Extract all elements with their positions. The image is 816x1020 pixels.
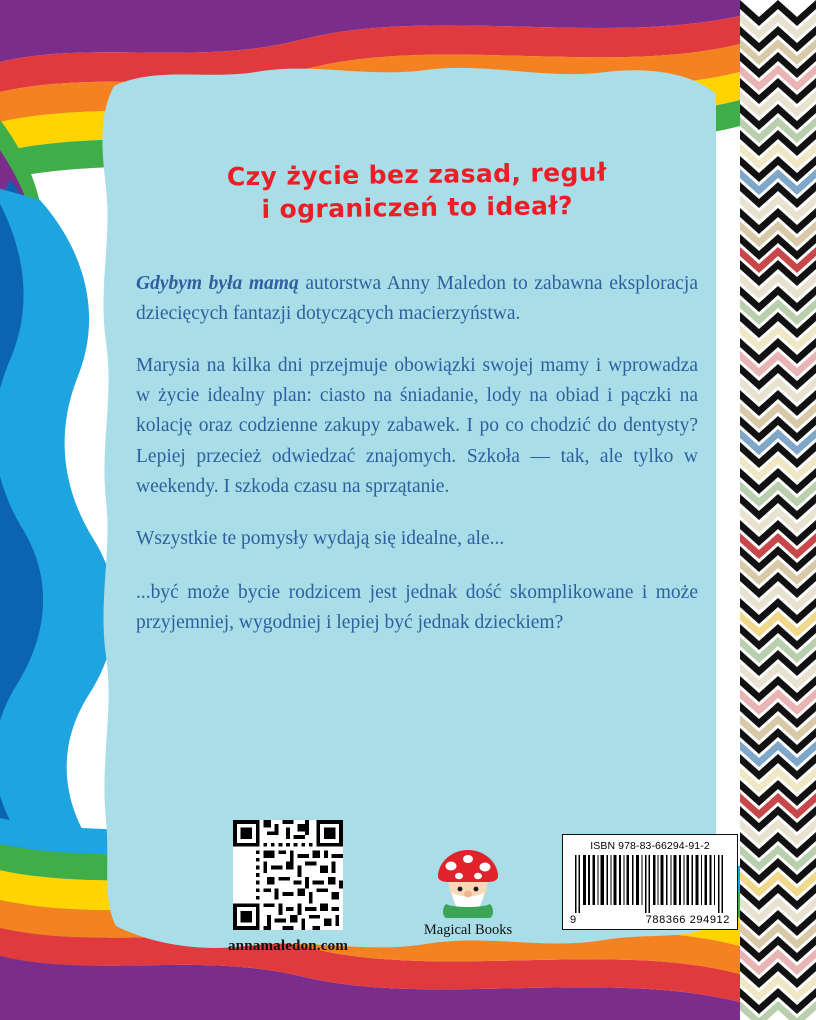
paragraph-4: ...być może bycie rodzicem jest jednak dość skomplikowane i może przyjemniej, wygodniej i lepiej być jednak dzieckiem? (136, 582, 698, 634)
isbn-label: ISBN 978-83-66294-91-2 (590, 840, 710, 852)
barcode-bars (569, 855, 731, 913)
qr-code-icon[interactable] (233, 820, 343, 930)
blurb-text (136, 269, 698, 639)
publisher-block (398, 846, 538, 939)
barcode-block (562, 834, 738, 930)
paragraph-1-rest: autorstwa Anny Maledon to zabawna eksploracja dziecięcych fantazji dotyczących macierzyństwa. (136, 272, 698, 324)
barcode-digit-main: 788366 294912 (645, 914, 730, 926)
paragraph-2: Marysia na kilka dni przejmuje obowiązki swojej mamy i wprowadza w życie idealny plan: ciasto na śniadanie, lody na obiad i pączki na kolację oraz codzienne zakupy zabawek. I po co chodzić do dentysty? Lepiej przecież odwiedzać znajomych. Szkoła — tak, ale tylko w weekendy. I szkoda czasu na sprzątanie. (136, 354, 698, 497)
paragraph-1 (136, 269, 698, 329)
cover-footer (176, 810, 742, 960)
mushroom-gnome-icon (432, 846, 504, 918)
barcode-digits (569, 913, 731, 926)
barcode-digit-left: 9 (570, 914, 577, 926)
website-url[interactable]: annamaledon.com (227, 938, 349, 954)
headline-line-2: i ograniczeń to ideał? (261, 191, 574, 225)
paragraph-3: Wszystkie te pomysły wydają się idealne, ale... (136, 528, 505, 550)
qr-block (198, 820, 378, 955)
chevron-pattern-strip (740, 0, 816, 1020)
headline-line-1: Czy życie bez zasad, reguł (226, 157, 607, 192)
headline (136, 155, 699, 228)
publisher-name: Magical Books (423, 922, 513, 938)
blurb-panel (96, 60, 730, 960)
book-title-inline: Gdybym była mamą (136, 272, 299, 294)
